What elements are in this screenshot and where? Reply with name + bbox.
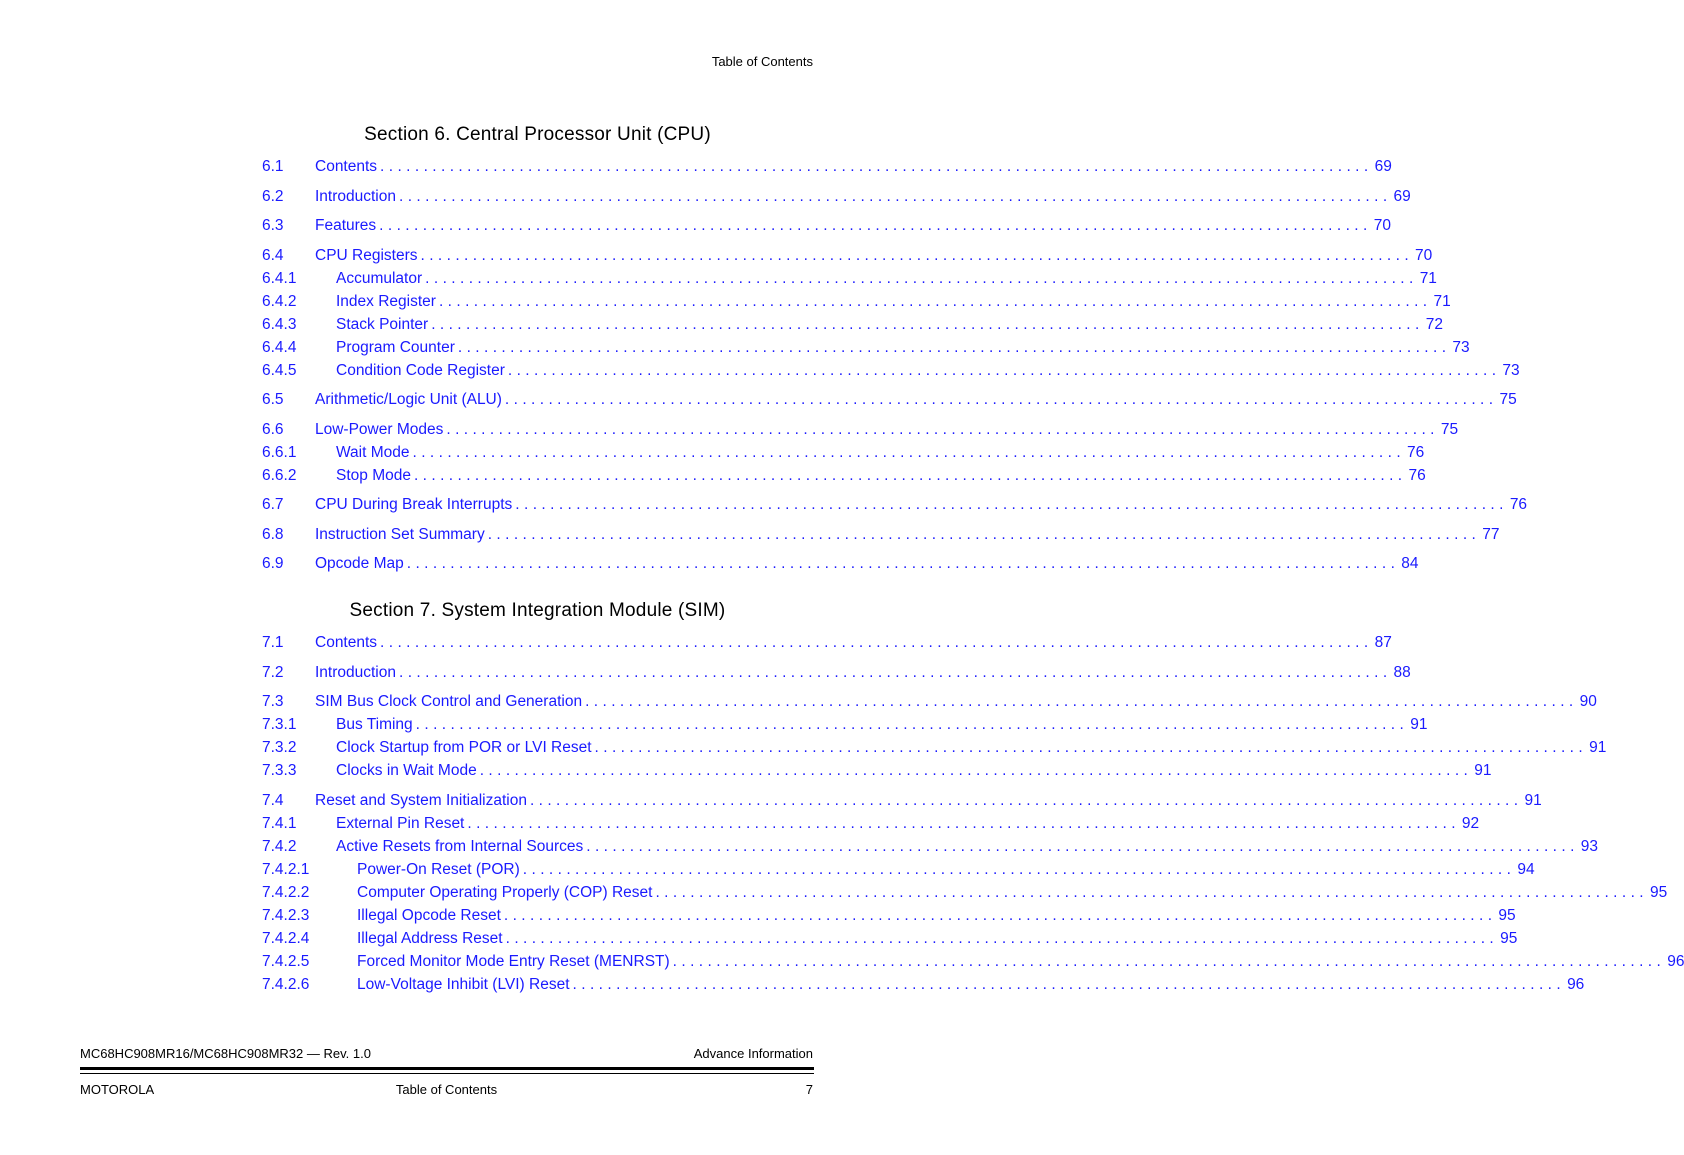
toc-entry-page: 91 xyxy=(1410,716,1428,733)
toc-entry-title: Active Resets from Internal Sources xyxy=(336,837,584,855)
toc-entry-number: 6.4.4 xyxy=(262,338,297,356)
footer-company: MOTOROLA xyxy=(80,1082,155,1097)
toc-entry-title: CPU During Break Interrupts xyxy=(315,496,513,513)
toc-entry-link[interactable] xyxy=(315,244,1433,267)
toc-entry-title: Arithmetic/Logic Unit (ALU) xyxy=(315,391,502,408)
toc-entry-title: Low-Voltage Inhibit (LVI) Reset xyxy=(357,975,570,993)
toc-entry-number: 7.4.2.6 xyxy=(262,975,310,993)
toc-entry xyxy=(262,881,1668,904)
toc-entry-link[interactable] xyxy=(357,950,1684,973)
toc-entry-number: 7.3 xyxy=(262,693,284,710)
toc-entry-page: 69 xyxy=(1393,187,1411,205)
toc-entry-link[interactable] xyxy=(336,336,1470,359)
toc-entry xyxy=(262,690,1597,713)
toc-entry-page: 90 xyxy=(1579,693,1597,710)
toc-entry-number: 7.1 xyxy=(262,634,284,651)
toc-entry xyxy=(262,388,1517,411)
toc-entry-number: 7.4.1 xyxy=(262,814,297,832)
toc-entry-link[interactable] xyxy=(336,359,1520,382)
toc-entry-number: 6.6.2 xyxy=(262,466,297,484)
toc-entry-number: 6.6 xyxy=(262,420,284,438)
toc-entry xyxy=(262,185,1411,208)
toc-entry xyxy=(262,552,1419,575)
toc-entry xyxy=(262,359,1520,382)
toc-entry-number: 6.4.1 xyxy=(262,269,297,287)
toc-entry-number: 7.3.2 xyxy=(262,739,297,756)
section-7-toc xyxy=(262,631,1684,996)
toc-entry-link[interactable] xyxy=(315,690,1597,713)
toc-dot-leader: .................................................................................................................. xyxy=(515,496,1508,513)
toc-entry-link[interactable] xyxy=(336,267,1437,290)
toc-entry-title: Wait Mode xyxy=(336,443,410,461)
toc-entry-page: 76 xyxy=(1509,496,1528,513)
toc-entry-title: Forced Monitor Mode Entry Reset (MENRST) xyxy=(357,952,670,970)
toc-entry-title: Computer Operating Properly (COP) Reset xyxy=(357,883,653,901)
footer-rule-thin xyxy=(80,1073,814,1074)
toc-entry-number: 6.7 xyxy=(262,496,284,513)
toc-entry-number: 7.4.2.2 xyxy=(262,883,310,901)
toc-dot-leader: .................................................................................................................. xyxy=(586,837,1579,855)
toc-entry xyxy=(262,736,1607,759)
toc-entry-page: 91 xyxy=(1524,791,1542,809)
toc-entry-page: 91 xyxy=(1474,762,1492,779)
toc-entry-link[interactable] xyxy=(357,927,1518,950)
toc-entry-page: 70 xyxy=(1373,217,1391,234)
toc-entry-title: Illegal Address Reset xyxy=(357,929,503,947)
toc-entry-link[interactable] xyxy=(357,858,1535,881)
toc-entry xyxy=(262,418,1459,441)
toc-entry-title: Power-On Reset (POR) xyxy=(357,860,520,878)
toc-entry xyxy=(262,835,1599,858)
toc-entry-title: Introduction xyxy=(315,187,396,205)
toc-entry xyxy=(262,950,1684,973)
toc-entry-title: Opcode Map xyxy=(315,555,404,572)
toc-dot-leader: .................................................................................................................. xyxy=(415,716,1409,733)
toc-entry-link[interactable] xyxy=(336,812,1480,835)
footer-document-title: MC68HC908MR16/MC68HC908MR32 — Rev. 1.0 xyxy=(80,1046,371,1061)
toc-entry-page: 76 xyxy=(1408,466,1426,484)
toc-entry-link[interactable] xyxy=(315,631,1392,654)
toc-dot-leader: .................................................................................................................. xyxy=(503,906,1497,924)
toc-entry-number: 7.4.2 xyxy=(262,837,297,855)
toc-entry-page: 84 xyxy=(1401,555,1419,572)
toc-entry-link[interactable] xyxy=(315,214,1391,237)
toc-entry-page: 71 xyxy=(1433,292,1451,310)
toc-entry-title: SIM Bus Clock Control and Generation xyxy=(315,693,583,710)
toc-dot-leader: .................................................................................................................. xyxy=(406,555,1400,572)
toc-entry-number: 7.3.3 xyxy=(262,762,297,779)
toc-entry-link[interactable] xyxy=(357,973,1585,996)
toc-entry-number: 7.4.2.1 xyxy=(262,860,310,878)
toc-dot-leader: .................................................................................................................. xyxy=(479,762,1473,779)
toc-entry-page: 73 xyxy=(1452,338,1470,356)
toc-entry-link[interactable] xyxy=(315,493,1528,516)
toc-entry-title: Contents xyxy=(315,634,378,651)
toc-entry-number: 7.4.2.5 xyxy=(262,952,310,970)
toc-entry-number: 6.5 xyxy=(262,391,284,408)
toc-entry xyxy=(262,464,1426,487)
toc-entry-link[interactable] xyxy=(336,290,1451,313)
toc-entry xyxy=(262,214,1391,237)
toc-entry xyxy=(262,244,1433,267)
toc-entry-page: 96 xyxy=(1667,952,1684,970)
section-6-toc xyxy=(262,155,1528,575)
toc-entry xyxy=(262,313,1443,336)
toc-entry-number: 7.3.1 xyxy=(262,716,297,733)
toc-dot-leader: .................................................................................................................. xyxy=(594,739,1588,756)
toc-entry-page: 93 xyxy=(1580,837,1599,855)
toc-entry-page: 69 xyxy=(1374,158,1392,175)
toc-dot-leader: .................................................................................................................. xyxy=(505,929,1499,947)
toc-entry-link[interactable] xyxy=(315,155,1392,178)
toc-entry-page: 71 xyxy=(1419,269,1437,287)
toc-entry-link[interactable] xyxy=(315,185,1411,208)
toc-entry-number: 6.1 xyxy=(262,158,284,175)
toc-entry-title: Introduction xyxy=(315,663,396,681)
footer-section: Table of Contents xyxy=(395,1082,498,1097)
toc-entry-page: 95 xyxy=(1650,883,1668,901)
toc-entry-link[interactable] xyxy=(336,759,1492,782)
toc-entry-link[interactable] xyxy=(315,388,1517,411)
toc-entry-title: Low-Power Modes xyxy=(315,420,444,438)
toc-entry-page: 77 xyxy=(1482,525,1500,543)
toc-entry-number: 7.4.2.3 xyxy=(262,906,310,924)
toc-entry-number: 7.4 xyxy=(262,791,284,809)
toc-entry-link[interactable] xyxy=(315,418,1459,441)
toc-dot-leader: .................................................................................................................. xyxy=(572,975,1566,993)
toc-entry-page: 87 xyxy=(1374,634,1392,651)
toc-entry xyxy=(262,858,1535,881)
toc-entry-title: Instruction Set Summary xyxy=(315,525,485,543)
toc-entry xyxy=(262,927,1518,950)
toc-entry-link[interactable] xyxy=(315,661,1411,684)
toc-entry-page: 91 xyxy=(1589,739,1607,756)
toc-entry-number: 6.6.1 xyxy=(262,443,297,461)
toc-entry xyxy=(262,661,1411,684)
toc-entry-number: 7.4.2.4 xyxy=(262,929,310,947)
toc-entry-page: 88 xyxy=(1393,663,1411,681)
toc-entry xyxy=(262,973,1585,996)
toc-entry-number: 6.8 xyxy=(262,525,284,543)
toc-entry-number: 6.4.3 xyxy=(262,315,297,333)
toc-entry-page: 96 xyxy=(1567,975,1585,993)
toc-entry xyxy=(262,267,1437,290)
toc-entry-page: 94 xyxy=(1517,860,1535,878)
toc-dot-leader: .................................................................................................................. xyxy=(446,420,1439,438)
toc-entry xyxy=(262,336,1470,359)
toc-entry-title: Program Counter xyxy=(336,338,455,356)
section-6-heading: Section 6. Central Processor Unit (CPU) xyxy=(364,124,711,145)
toc-dot-leader: .................................................................................................................. xyxy=(507,361,1501,379)
toc-entry-number: 6.4.5 xyxy=(262,361,297,379)
toc-entry xyxy=(262,155,1392,178)
toc-entry-link[interactable] xyxy=(336,713,1428,736)
toc-entry xyxy=(262,789,1542,812)
toc-entry xyxy=(262,493,1528,516)
toc-dot-leader: .................................................................................................................. xyxy=(438,292,1432,310)
toc-entry-title: Bus Timing xyxy=(336,716,413,733)
toc-entry-link[interactable] xyxy=(336,736,1607,759)
toc-entry xyxy=(262,904,1516,927)
toc-entry-page: 75 xyxy=(1499,391,1517,408)
toc-entry-link[interactable] xyxy=(336,464,1426,487)
section-7-heading: Section 7. System Integration Module (SIM) xyxy=(349,600,726,621)
toc-dot-leader: .................................................................................................................. xyxy=(399,187,1392,205)
toc-entry xyxy=(262,759,1492,782)
toc-entry-page: 95 xyxy=(1498,906,1516,924)
toc-entry-number: 6.9 xyxy=(262,555,284,572)
toc-entry-page: 95 xyxy=(1500,929,1518,947)
toc-dot-leader: .................................................................................................................. xyxy=(380,158,1373,175)
toc-entry-title: Contents xyxy=(315,158,378,175)
toc-dot-leader: .................................................................................................................. xyxy=(467,814,1460,832)
toc-entry-title: Stack Pointer xyxy=(336,315,429,333)
toc-entry-title: Accumulator xyxy=(336,269,423,287)
toc-entry-title: CPU Registers xyxy=(315,246,418,264)
toc-entry xyxy=(262,523,1500,546)
toc-dot-leader: .................................................................................................................. xyxy=(425,269,1418,287)
toc-entry xyxy=(262,812,1480,835)
toc-entry-link[interactable] xyxy=(357,904,1516,927)
toc-entry-page: 75 xyxy=(1440,420,1459,438)
toc-entry-title: Clocks in Wait Mode xyxy=(336,762,477,779)
toc-entry xyxy=(262,290,1451,313)
toc-dot-leader: .................................................................................................................. xyxy=(457,338,1451,356)
footer-rule-thick xyxy=(80,1067,814,1070)
toc-entry-link[interactable] xyxy=(315,789,1542,812)
toc-dot-leader: .................................................................................................................. xyxy=(504,391,1498,408)
toc-entry-number: 6.3 xyxy=(262,217,284,234)
toc-dot-leader: .................................................................................................................. xyxy=(420,246,1414,264)
toc-entry-title: Index Register xyxy=(336,292,436,310)
toc-entry-number: 6.2 xyxy=(262,187,284,205)
toc-entry xyxy=(262,713,1428,736)
toc-dot-leader: .................................................................................................................. xyxy=(672,952,1666,970)
toc-dot-leader: .................................................................................................................. xyxy=(379,217,1372,234)
toc-dot-leader: .................................................................................................................. xyxy=(522,860,1516,878)
toc-dot-leader: .................................................................................................................. xyxy=(431,315,1424,333)
toc-entry-number: 6.4 xyxy=(262,246,284,264)
toc-entry-page: 72 xyxy=(1425,315,1443,333)
page-header-title: Table of Contents xyxy=(711,54,813,69)
toc-entry-number: 7.2 xyxy=(262,663,284,681)
toc-entry-title: Condition Code Register xyxy=(336,361,505,379)
toc-dot-leader: .................................................................................................................. xyxy=(380,634,1373,651)
toc-entry-link[interactable] xyxy=(336,313,1443,336)
toc-entry-link[interactable] xyxy=(315,552,1419,575)
toc-dot-leader: .................................................................................................................. xyxy=(412,443,1406,461)
toc-entry-link[interactable] xyxy=(336,835,1599,858)
toc-entry-link[interactable] xyxy=(357,881,1668,904)
toc-entry-title: Reset and System Initialization xyxy=(315,791,527,809)
toc-dot-leader: .................................................................................................................. xyxy=(585,693,1578,710)
footer-status: Advance Information xyxy=(693,1046,813,1061)
toc-entry-number: 6.4.2 xyxy=(262,292,297,310)
toc-dot-leader: .................................................................................................................. xyxy=(413,466,1407,484)
toc-dot-leader: .................................................................................................................. xyxy=(529,791,1523,809)
toc-entry-link[interactable] xyxy=(315,523,1500,546)
toc-entry-title: Stop Mode xyxy=(336,466,411,484)
toc-dot-leader: .................................................................................................................. xyxy=(399,663,1392,681)
toc-entry-page: 92 xyxy=(1461,814,1480,832)
toc-entry xyxy=(262,441,1425,464)
toc-entry xyxy=(262,631,1392,654)
toc-entry-title: Features xyxy=(315,217,377,234)
toc-entry-page: 70 xyxy=(1415,246,1433,264)
toc-dot-leader: .................................................................................................................. xyxy=(487,525,1481,543)
toc-entry-title: External Pin Reset xyxy=(336,814,465,832)
toc-entry-page: 76 xyxy=(1407,443,1425,461)
toc-entry-title: Illegal Opcode Reset xyxy=(357,906,501,924)
toc-dot-leader: .................................................................................................................. xyxy=(655,883,1648,901)
toc-entry-title: Clock Startup from POR or LVI Reset xyxy=(336,739,592,756)
toc-entry-link[interactable] xyxy=(336,441,1425,464)
footer-page-number: 7 xyxy=(805,1082,813,1097)
toc-entry-page: 73 xyxy=(1502,361,1520,379)
